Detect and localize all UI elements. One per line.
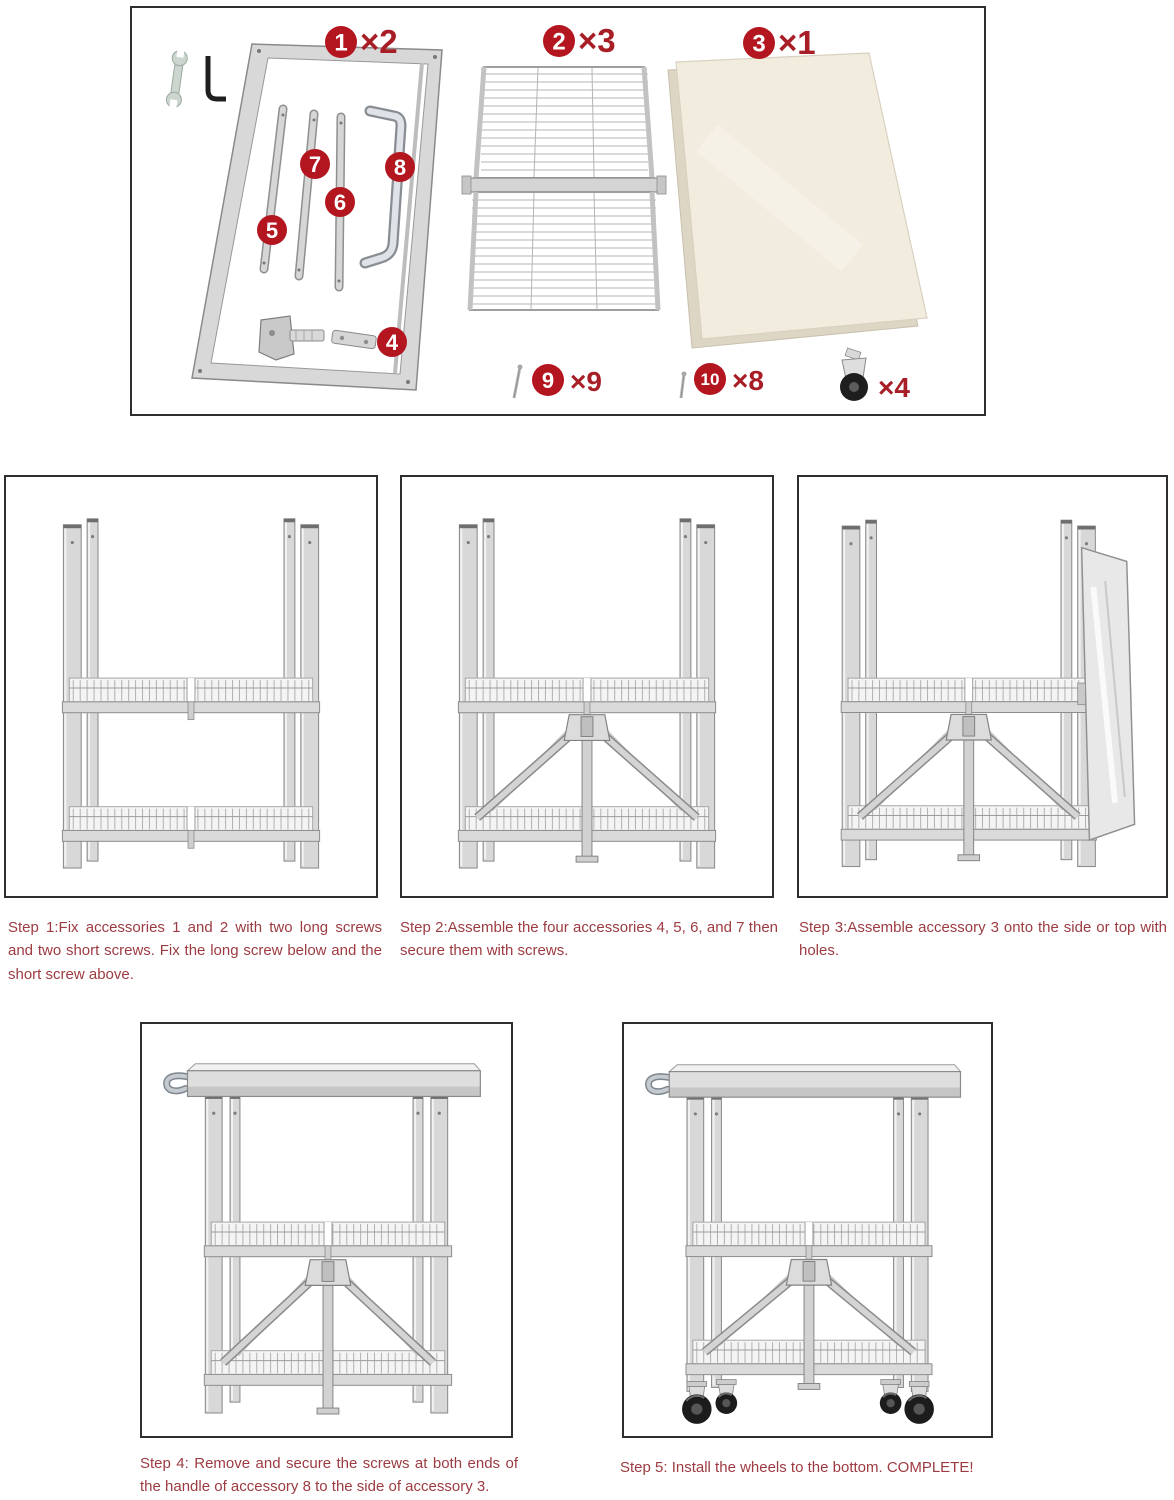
step-5-figure xyxy=(622,1022,993,1438)
step-3-illustration xyxy=(799,477,1166,896)
parts-overview-box xyxy=(130,6,986,416)
svg-text:3: 3 xyxy=(752,30,766,58)
part-number-badge xyxy=(300,149,330,179)
cart xyxy=(648,1065,960,1424)
caster-icon xyxy=(840,348,868,401)
step-3-caption: Step 3:Assemble accessory 3 onto the side or top with holes. xyxy=(799,919,1167,960)
step-1-illustration xyxy=(6,477,376,896)
wire-shelf xyxy=(841,678,1096,719)
screw-icon xyxy=(681,372,687,399)
part2-wire-shelf xyxy=(462,67,666,310)
rack xyxy=(458,519,715,868)
screw-icon xyxy=(514,365,523,399)
caster-wheel xyxy=(716,1380,738,1414)
cart xyxy=(167,1064,481,1414)
step-3-figure xyxy=(797,475,1168,898)
part-number-badge xyxy=(257,215,287,245)
part3-board xyxy=(668,53,927,348)
quantity-label: ×2 xyxy=(360,23,398,60)
parts-illustration xyxy=(132,8,984,414)
step-5-illustration xyxy=(624,1024,991,1436)
handle-icon xyxy=(167,1076,188,1091)
svg-text:4: 4 xyxy=(385,329,399,355)
quantity-label: ×8 xyxy=(732,365,764,396)
svg-text:9: 9 xyxy=(541,367,555,393)
step-2-illustration xyxy=(402,477,772,896)
quantity-label: ×4 xyxy=(878,372,910,403)
svg-text:10: 10 xyxy=(700,370,720,390)
svg-text:1: 1 xyxy=(334,29,348,57)
svg-text:7: 7 xyxy=(308,151,322,177)
step-1-figure xyxy=(4,475,378,898)
wire-shelf xyxy=(62,807,319,849)
part-number-badge xyxy=(532,364,564,396)
step-4-figure xyxy=(140,1022,513,1438)
part-number-badge xyxy=(743,27,775,59)
step-2-caption: Step 2:Assemble the four accessories 4, 5, 6, and 7 then secure them with screws. xyxy=(400,919,778,960)
caster-wheel xyxy=(880,1380,902,1414)
part-number-badge xyxy=(377,327,407,357)
cart-top xyxy=(167,1064,481,1097)
svg-text:5: 5 xyxy=(265,217,279,243)
svg-text:8: 8 xyxy=(393,154,407,180)
svg-text:6: 6 xyxy=(333,189,347,215)
folding-braces xyxy=(223,1260,433,1414)
wrench-icon xyxy=(165,47,188,109)
step-2-figure xyxy=(400,475,774,898)
step-5-caption: Step 5: Install the wheels to the bottom. COMPLETE! xyxy=(620,1459,974,1476)
wire-shelf xyxy=(62,678,319,720)
step-1-caption: Step 1:Fix accessories 1 and 2 with two long screws and two short screws. Fix the long screw below and the short screw above. xyxy=(8,919,382,983)
rack xyxy=(62,519,319,868)
part-number-badge xyxy=(694,363,726,395)
wire-shelf xyxy=(458,678,715,720)
svg-text:2: 2 xyxy=(552,28,566,56)
part-number-badge xyxy=(385,152,415,182)
quantity-label: ×9 xyxy=(570,366,602,397)
quantity-label: ×1 xyxy=(778,24,816,61)
part-number-badge xyxy=(325,187,355,217)
rack xyxy=(841,520,1096,866)
part-number-badge xyxy=(543,25,575,57)
caster-wheel xyxy=(904,1382,934,1424)
quantity-label: ×3 xyxy=(578,22,616,59)
hex-key-icon xyxy=(208,56,226,99)
part-number-badge xyxy=(325,26,357,58)
handle-icon xyxy=(648,1077,669,1092)
step-4-caption: Step 4: Remove and secure the screws at both ends of the handle of accessory 8 to the side of accessory 3. xyxy=(140,1455,518,1496)
cart-top xyxy=(648,1065,960,1097)
step-4-illustration xyxy=(142,1024,511,1436)
